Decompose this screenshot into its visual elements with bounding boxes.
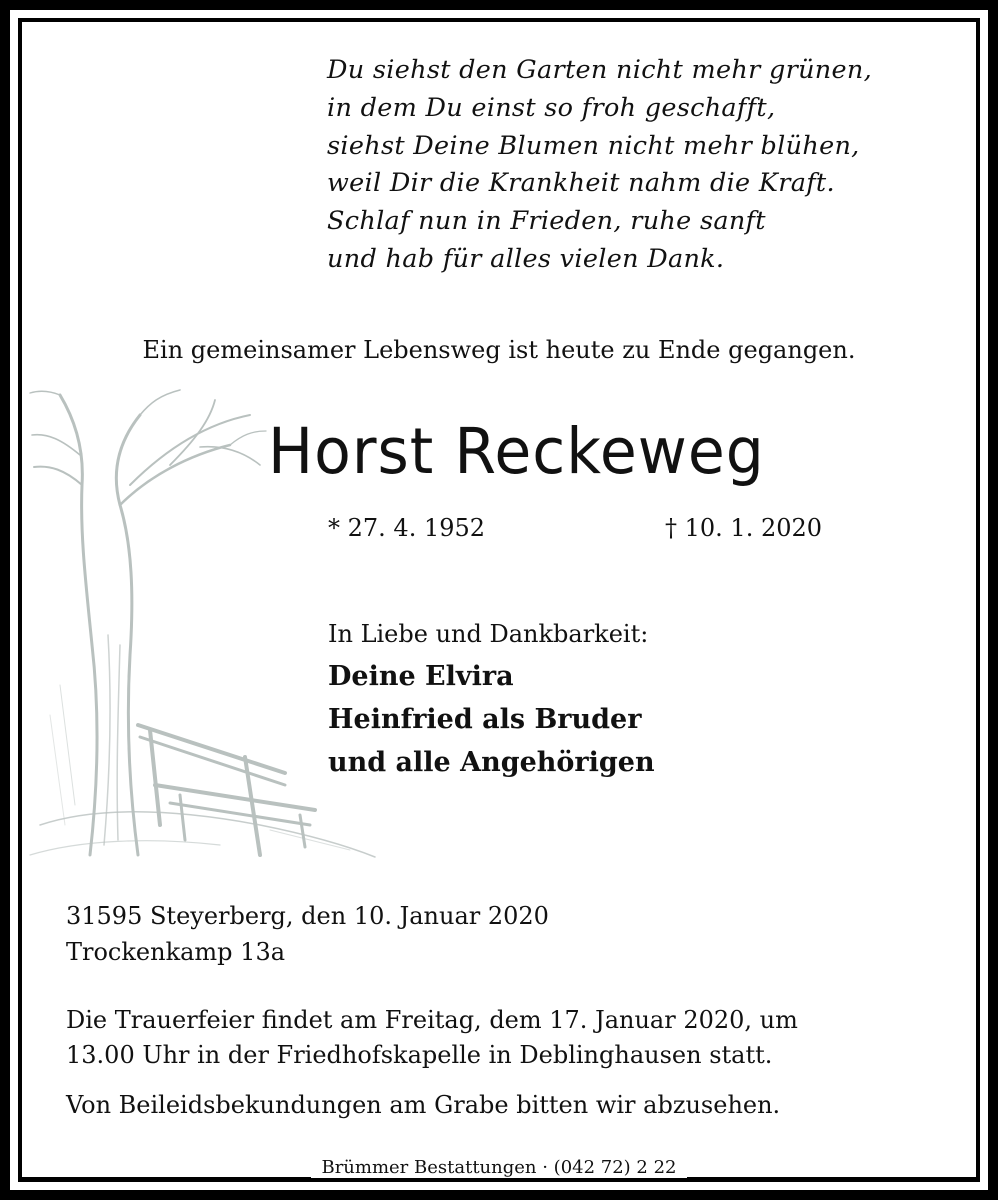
obituary-card <box>10 10 988 1190</box>
mourners-label: In Liebe und Dankbarkeit: <box>328 620 649 648</box>
poem <box>327 52 947 279</box>
poem-line: Schlaf nun in Frieden, ruhe sanft <box>327 206 766 237</box>
death-date: † 10. 1. 2020 <box>665 514 823 542</box>
ceremony-line: Die Trauerfeier findet am Freitag, dem 17. Januar 2020, um <box>66 1006 798 1034</box>
mourner-name: und alle Angehörigen <box>328 747 655 778</box>
poem-line: weil Dir die Krankheit nahm die Kraft. <box>327 168 835 199</box>
ceremony-notice <box>66 1003 798 1073</box>
address-line-street: Trockenkamp 13a <box>66 938 286 966</box>
poem-line: in dem Du einst so froh geschafft, <box>327 92 776 123</box>
condolence-notice: Von Beileidsbekundungen am Grabe bitten wir abzusehen. <box>66 1091 781 1119</box>
poem-line: Du siehst den Garten nicht mehr grünen, <box>327 55 873 85</box>
funeral-home-credit: Brümmer Bestattungen · (042 72) 2 22 <box>311 1157 686 1178</box>
ceremony-line: 13.00 Uhr in der Friedhofskapelle in Deblinghausen statt. <box>66 1041 773 1069</box>
address-line-city-date: 31595 Steyerberg, den 10. Januar 2020 <box>66 902 549 930</box>
deceased-name: Horst Reckeweg <box>268 415 765 489</box>
intro-text: Ein gemeinsamer Lebensweg ist heute zu Ende gegangen. <box>142 336 856 364</box>
mourners-block <box>328 613 928 784</box>
poem-line: siehst Deine Blumen nicht mehr blühen, <box>327 130 860 161</box>
poem-line: und hab für alles vielen Dank. <box>327 243 725 274</box>
address-block <box>66 898 549 970</box>
mourner-name: Heinfried als Bruder <box>328 704 642 735</box>
mourner-name: Deine Elvira <box>328 661 514 692</box>
birth-date: * 27. 4. 1952 <box>328 514 486 542</box>
